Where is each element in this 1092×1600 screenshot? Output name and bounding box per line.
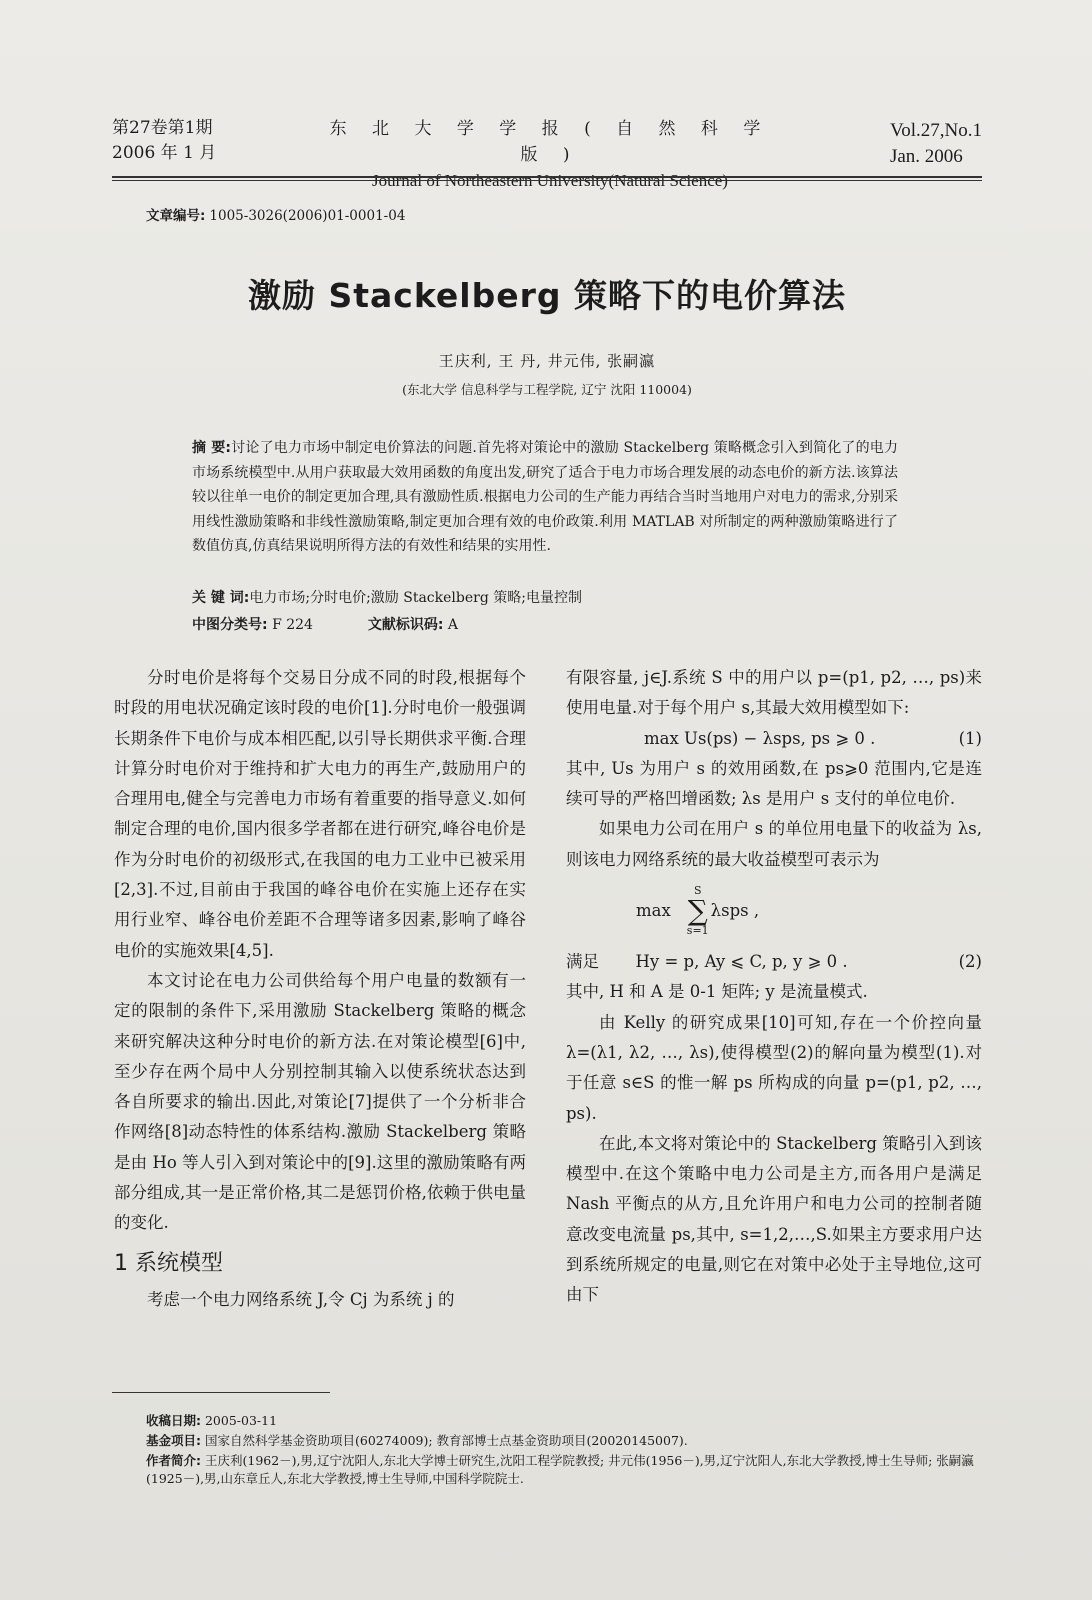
paragraph: 分时电价是将每个交易日分成不同的时段,根据每个时段的用电状况确定该时段的电价[1].分时电价一般强调长期条件下电价与成本相匹配,以引导长期供求平衡.合理计算分时电价对于维持和扩大电力的再生产,鼓励用户的合理用电,健全与完善电力市场有着重要的指导意义.如何制定合理的电价,国内很多学者都在进行研究,峰谷电价是作为分时电价的初级形式,在我国的电力工业中已被采用[2,3].不过,目前由于我国的峰谷电价在实施上还存在实用行业窄、峰谷电价差距不合理等诸多因素,影响了峰谷电价的实施效果[4,5]. (114, 668, 526, 960)
article-number (146, 204, 405, 224)
paragraph: 在此,本文将对策论中的 Stackelberg 策略引入到该模型中.在这个策略中电力公司是主方,而各用户是满足 Nash 平衡点的从方,且允许用户和电力公司的控制者随意改变电流量 ps,其中, s=1,2,…,S.如果主方要求用户达到系统所规定的电量,则它在对策中必处于主导地位,这可由下 (566, 1133, 982, 1305)
clc-value: F 224 (272, 617, 313, 633)
article-number-value: 1005-3026(2006)01-0001-04 (209, 208, 406, 224)
keywords-text: 电力市场;分时电价;激励 Stackelberg 策略;电量控制 (249, 590, 582, 606)
sum-lower-limit: s=1 (686, 924, 709, 938)
doc-code-value: A (447, 617, 459, 633)
author-bio-text: 王庆利(1962－),男,辽宁沈阳人,东北大学博士研究生,沈阳工程学院教授; 井元伟(1956－),男,辽宁沈阳人,东北大学教授,博士生导师; 张嗣瀛(1925－),男,山东章丘人,东北大学教授,博士生导师,中国科学院院士. (146, 1453, 974, 1486)
paragraph: 其中, H 和 A 是 0-1 矩阵; y 是流量模式. (566, 982, 868, 1002)
authors: 王庆利, 王 丹, 井元伟, 张嗣瀛 (438, 352, 656, 370)
sigma-symbol: ∑ (687, 894, 708, 928)
clc-label: 中图分类号: (192, 617, 268, 633)
sum-upper-limit: S (693, 884, 702, 898)
fund-label: 基金项目: (146, 1433, 201, 1448)
paper-title: 激励 Stackelberg 策略下的电价算法 (247, 276, 846, 315)
equation-1-body: max Us(ps) − λsps, ps ⩾ 0 . (644, 728, 876, 748)
equation-2-constraint (566, 947, 982, 977)
equation-2-number: (2) (958, 952, 982, 972)
header-rule-thin (112, 180, 982, 181)
footnote-author (146, 1452, 982, 1488)
abstract-text: 讨论了电力市场中制定电价算法的问题.首先将对策论中的激励 Stackelberg 策略概念引入到简化了的电力市场系统模型中.从用户获取最大效用函数的角度出发,研究了适合于电力市场合理发展的动态电价的新方法.该算法较以往单一电价的制定更加合理,具有激励性质.根据电力公司的生产能力再结合当时当地用户对电力的需求,分别采用线性激励策略和非线性激励策略,制定更加合理有效的电价政策.利用 MATLAB 对所制定的两种激励策略进行了数值仿真,仿真结果说明所得方法的有效性和结果的实用性. (192, 440, 898, 555)
header-volume (890, 118, 982, 170)
received-label: 收稿日期: (146, 1413, 201, 1428)
date-cn: 2006 年 1 月 (112, 143, 217, 163)
fund-text: 国家自然科学基金资助项目(60274009); 教育部博士点基金资助项目(20020145007). (204, 1433, 688, 1448)
doc-code-label: 文献标识码: (367, 617, 444, 633)
body-column-right (566, 663, 982, 1311)
equation-1-number: (1) (958, 728, 982, 748)
paragraph: 由 Kelly 的研究成果[10]可知,存在一个价控向量 λ=(λ1, λ2, …, λs),使得模型(2)的解向量为模型(1).对于任意 s∈S 的惟一解 ps 所构成的向量 p=(p1, p2, …, ps). (566, 1012, 982, 1123)
abstract (192, 436, 898, 559)
journal-name-cn: 东 北 大 学 学 报 ( 自 然 科 学 版 ) (329, 119, 771, 165)
paragraph: 如果电力公司在用户 s 的单位用电量下的收益为 λs,则该电力网络系统的最大收益模型可表示为 (566, 819, 982, 869)
equation-2-max: max (636, 900, 671, 920)
paragraph: 考虑一个电力网络系统 J,令 Cj 为系统 j 的 (147, 1289, 455, 1309)
header-rule-thick (112, 176, 982, 178)
keywords-label: 关 键 词: (192, 590, 250, 606)
volume-cn: 第27卷第1期 (112, 118, 213, 138)
paragraph: 其中, Us 为用户 s 的效用函数,在 ps⩾0 范围内,它是连续可导的严格凹增函数; λs 是用户 s 支付的单位电价. (566, 758, 982, 809)
date-en: Jan. 2006 (889, 146, 963, 167)
equation-2-term: λsps , (710, 900, 760, 920)
classification (192, 614, 898, 634)
author-bio-label: 作者简介: (146, 1453, 201, 1468)
summation (687, 885, 709, 937)
footnote-rule (112, 1392, 330, 1393)
received-date: 2005-03-11 (204, 1413, 278, 1428)
body-column-left (114, 663, 526, 1315)
footnote-fund (146, 1432, 982, 1450)
affiliation: (东北大学 信息科学与工程学院, 辽宁 沈阳 110004) (402, 382, 692, 397)
paragraph: 本文讨论在电力公司供给每个用户电量的数额有一定的限制的条件下,采用激励 Stackelberg 策略的概念来研究解决这种分时电价的新方法.在对策论模型[6]中,至少存在两个局中人分别控制其输入以使系统状态达到各自所要求的输出.因此,对策论[7]提供了一个分析非合作网络[8]动态特性的体系结构.激励 Stackelberg 策略是由 Ho 等人引入到对策论中的[9].这里的激励策略有两部分组成,其一是正常价格,其二是惩罚价格,依赖于供电量的变化. (114, 970, 526, 1233)
footnote-received (146, 1412, 982, 1430)
equation-2-objective (566, 875, 982, 947)
journal-name-en: Journal of Northeastern University(Natural Science) (372, 171, 728, 190)
equation-1 (566, 724, 982, 754)
abstract-label: 摘 要: (192, 440, 232, 456)
article-number-label: 文章编号: (146, 208, 206, 224)
paragraph: 有限容量, j∈J.系统 S 中的用户以 p=(p1, p2, …, ps)来使用电量.对于每个用户 s,其最大效用模型如下: (566, 668, 982, 718)
constraint-label: 满足 (566, 952, 599, 972)
volume-en: Vol.27,No.1 (889, 120, 982, 141)
header-issue (112, 116, 216, 166)
constraint-body: Hy = p, Ay ⩽ C, p, y ⩾ 0 . (635, 952, 848, 972)
section-heading: 1 系统模型 (114, 1250, 223, 1276)
header-journal (320, 116, 780, 194)
keywords (192, 587, 898, 607)
